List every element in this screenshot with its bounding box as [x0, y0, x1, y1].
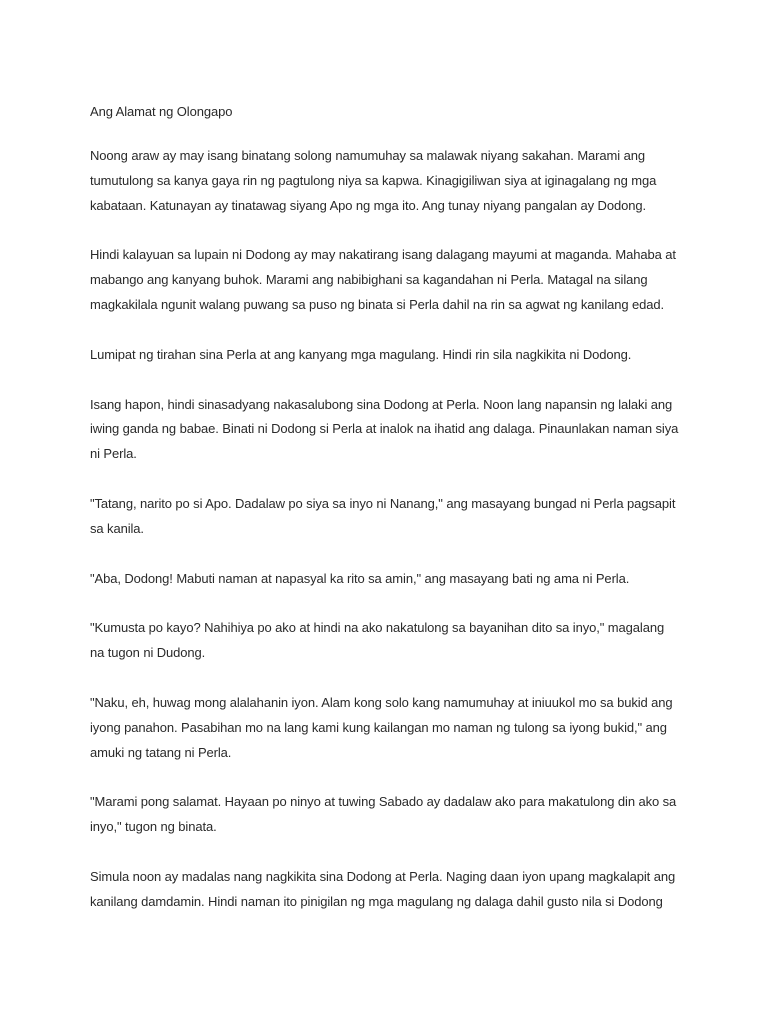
paragraph: Hindi kalayuan sa lupain ni Dodong ay may nakatirang isang dalagang mayumi at maganda. Mahaba at mabango ang kanyang buhok. Marami ang nabibighani sa kagandahan ni Perla. Matagal na silang magkakilala ngunit walang puwang sa puso ng binata si Perla dahil na rin sa agwat ng kanilang edad. — [90, 247, 676, 312]
paragraph: "Tatang, narito po si Apo. Dadalaw po siya sa inyo ni Nanang," ang masayang bungad ni Perla pagsapit sa kanila. — [90, 495, 676, 536]
document-page — [90, 104, 680, 940]
paragraph: Simula noon ay madalas nang nagkikita sina Dodong at Perla. Naging daan iyon upang magkalapit ang kanilang damdamin. Hindi naman ito pinigilan ng mga magulang ng dalaga dahil gusto nila si Dodong — [90, 868, 676, 909]
paragraph: Isang hapon, hindi sinasadyang nakasalubong sina Dodong at Perla. Noon lang napansin ng lalaki ang iwing ganda ng babae. Binati ni Dodong si Perla at inalok na ihatid ang dalaga. Pinaunlakan naman siya ni Perla. — [90, 396, 679, 462]
paragraph: Noong araw ay may isang binatang solong namumuhay sa malawak niyang sakahan. Marami ang tumutulong sa kanya gaya rin ng pagtulong niya sa kapwa. Kinagigiliwan siya at iginagalang ng mga kabataan. Katunayan ay tinatawag siyang Apo ng mga ito. Ang tunay niyang pangalan ay Dodong. — [90, 148, 657, 213]
paragraph: "Naku, eh, huwag mong alalahanin iyon. Alam kong solo kang namumuhay at iniuukol mo sa bukid ang iyong panahon. Pasabihan mo na lang kami kung kailangan mo naman ng tulong sa iyong bukid," ang amuki ng tatang ni Perla. — [90, 694, 673, 760]
paragraph: "Marami pong salamat. Hayaan po ninyo at tuwing Sabado ay dadalaw ako para makatulong din ako sa inyo," tugon ng binata. — [90, 794, 677, 835]
document-title: Ang Alamat ng Olongapo — [90, 104, 233, 119]
paragraph: "Kumusta po kayo? Nahihiya po ako at hindi na ako nakatulong sa bayanihan dito sa inyo," magalang na tugon ni Dudong. — [90, 620, 665, 661]
paragraph: Lumipat ng tirahan sina Perla at ang kanyang mga magulang. Hindi rin sila nagkikita ni Dodong. — [90, 346, 632, 362]
paragraph: "Aba, Dodong! Mabuti naman at napasyal ka rito sa amin," ang masayang bati ng ama ni Perla. — [90, 570, 630, 586]
